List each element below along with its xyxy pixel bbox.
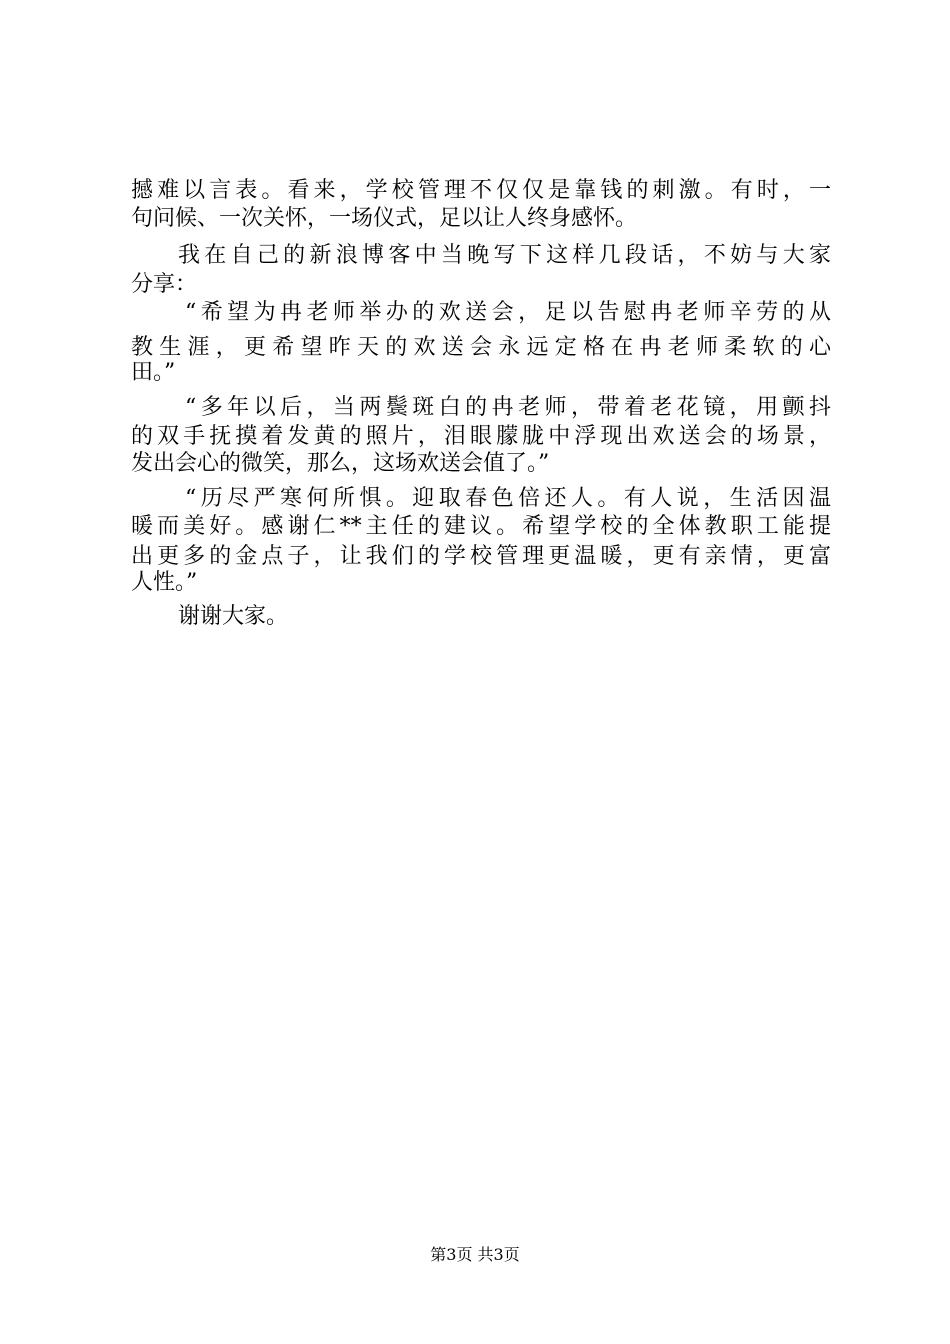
text-line-10: 发出会心的微笑，那么，这场欢送会值了。” [131,451,550,476]
text-line-9: 的双手抚摸着发黄的照片，泪眼朦胧中浮现出欢送会的场景， [131,424,831,449]
text-line-13: 出更多的金点子，让我们的学校管理更温暖，更有亲情，更富 [131,544,831,569]
text-line-7: 田。” [131,360,176,385]
text-line-6: 教生涯，更希望昨天的欢送会永远定格在冉老师柔软的心 [131,335,831,360]
text-line-14: 人性。” [131,570,198,595]
text-line-2: 句问候、一次关怀，一场仪式，足以让人终身感怀。 [131,206,638,231]
text-line-11: “历尽严寒何所惧。迎取春色倍还人。有人说，生活因温 [185,486,831,511]
text-line-15: 谢谢大家。 [178,604,289,629]
text-line-5: “希望为冉老师举办的欢送会，足以告慰冉老师辛劳的从 [185,300,831,325]
text-line-4: 分享： [131,272,198,297]
text-line-1: 撼难以言表。看来，学校管理不仅仅是靠钱的刺激。有时，一 [131,178,831,203]
text-line-3: 我在自己的新浪博客中当晚写下这样几段话，不妨与大家 [178,243,831,268]
text-line-12: 暖而美好。感谢仁**主任的建议。希望学校的全体教职工能提 [131,514,831,539]
text-line-8: “多年以后，当两鬓斑白的冉老师，带着老花镜，用颤抖 [185,395,831,420]
page-footer: 第3页 共3页 [430,1245,520,1264]
